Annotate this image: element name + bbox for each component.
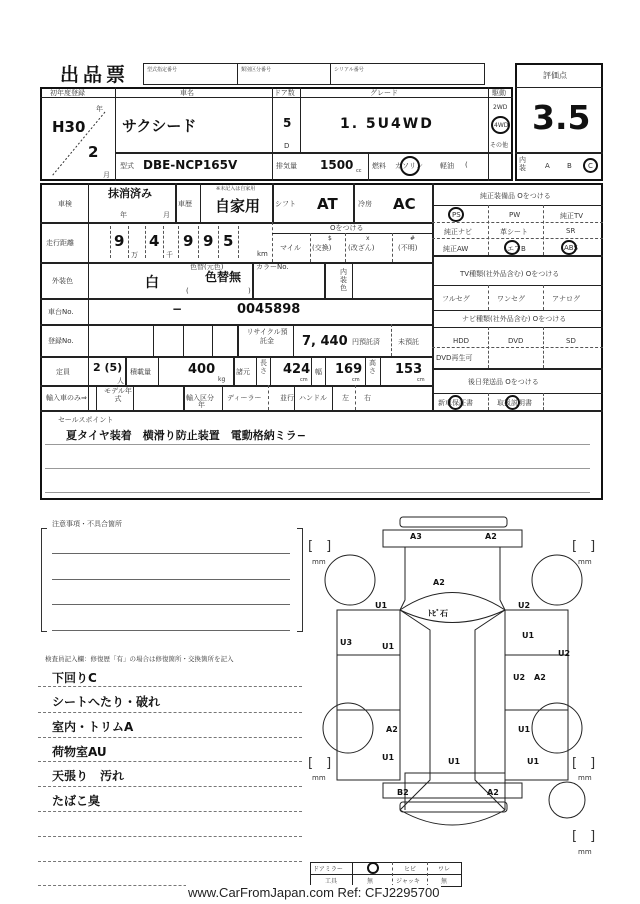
history-label: 車歴 bbox=[178, 200, 192, 208]
label-u1: U1 bbox=[522, 631, 535, 640]
shift-label: シフト bbox=[275, 200, 296, 208]
color-no-label: カラーNo. bbox=[256, 263, 289, 271]
navi-sd: SD bbox=[566, 337, 576, 345]
displacement-unit: cc bbox=[356, 168, 362, 174]
grade: 1. 5U4WD bbox=[340, 116, 434, 132]
mileage-mark-label: Oをつける bbox=[330, 224, 364, 232]
category-label: 類別区分番号 bbox=[241, 67, 272, 73]
score-label: 評価点 bbox=[543, 71, 567, 80]
sales-point-text: 夏タイヤ装着 横滑り防止装置 電動格納ミラ− bbox=[66, 429, 306, 442]
import-dealer: ディーラー bbox=[227, 394, 262, 402]
abs-circle bbox=[561, 240, 577, 255]
score-value: 3.5 bbox=[532, 98, 591, 137]
recycle-label: リサイクル預託金 bbox=[246, 328, 288, 345]
displacement: 1500 bbox=[320, 158, 354, 172]
model-year-label: モデル年式 bbox=[104, 387, 132, 403]
inspector-line-3: 室内・トリムA bbox=[52, 720, 134, 734]
interior-color-label: 内装色 bbox=[340, 268, 347, 292]
displacement-label: 排気量 bbox=[276, 162, 297, 170]
equip-leather: 革シート bbox=[500, 228, 528, 236]
sales-point-label: セールスポイント bbox=[58, 416, 114, 424]
airbag-circle bbox=[504, 240, 520, 255]
mileage-digit-3: 9 bbox=[183, 232, 194, 250]
type-designation-label: 型式指定番号 bbox=[147, 67, 178, 73]
mileage-digit-2: 4 bbox=[149, 232, 160, 250]
grade-label: グレード bbox=[370, 89, 398, 97]
interior-c: C bbox=[588, 162, 593, 170]
label-u1: U1 bbox=[375, 601, 388, 610]
height: 153 bbox=[395, 362, 423, 377]
label-chip: ﾄﾋﾞ石 bbox=[428, 609, 448, 618]
shift-value: AT bbox=[317, 195, 338, 213]
front-bumper-strip bbox=[400, 517, 507, 527]
tread-bracket-fl: [ ] bbox=[308, 539, 332, 554]
equip-tv: 純正TV bbox=[560, 212, 584, 220]
tread-bracket-rl: [ ] bbox=[308, 756, 332, 771]
watermark: www.CarFromJapan.com Ref: CFJ2295700 bbox=[188, 885, 440, 900]
drive-other: その他 bbox=[490, 142, 509, 149]
mileage-mile: マイル bbox=[280, 244, 301, 252]
tv-oneseg: ワンセグ bbox=[497, 295, 525, 303]
mileage-unknown: (不明) bbox=[398, 244, 418, 252]
chassis-label: 車台No. bbox=[48, 308, 74, 316]
height-unit: cm bbox=[417, 377, 425, 383]
width: 169 bbox=[335, 362, 363, 377]
tread-bracket-fr: [ ] bbox=[572, 539, 596, 554]
name-label: 車名 bbox=[180, 89, 194, 97]
inspector-line-4: 荷物室AU bbox=[52, 745, 107, 759]
tread-mm-fl: mm bbox=[312, 558, 326, 566]
mileage-km-unit: km bbox=[257, 250, 268, 258]
car-name: サクシード bbox=[122, 117, 197, 135]
equip-abs: ABS bbox=[564, 244, 578, 252]
drive-label: 駆動 bbox=[492, 89, 506, 97]
door-mirror-circle bbox=[367, 862, 379, 874]
spare-tire bbox=[549, 782, 585, 818]
shaken-label: 車検 bbox=[58, 200, 72, 208]
drive-4wd: 4WD bbox=[494, 122, 509, 129]
registration-label: 登録No. bbox=[48, 337, 74, 345]
fuel-other: ( bbox=[465, 161, 468, 169]
model-year-unit: 年 bbox=[198, 401, 205, 409]
exchange-symbol: $ bbox=[328, 235, 332, 242]
mileage-digit-5: 5 bbox=[223, 232, 234, 250]
inspector-label: 検査員記入欄：修復歴「有」の場合は修復箇所・交換箇所を記入 bbox=[45, 655, 234, 663]
navi-header: ナビ種類(社外品含む) Oをつける bbox=[462, 315, 567, 323]
load-label: 積載量 bbox=[130, 368, 151, 376]
caution-label: 注意事項・不具合箇所 bbox=[52, 520, 122, 528]
length-unit: cm bbox=[300, 377, 308, 383]
later-manual: 取扱説明書 bbox=[497, 399, 532, 407]
tread-mm-rl: mm bbox=[312, 774, 326, 782]
windshield bbox=[400, 593, 505, 623]
model-label: 型式 bbox=[120, 162, 134, 170]
label-u1: U1 bbox=[527, 757, 540, 766]
equipment-header: 純正装備品 Oをつける bbox=[480, 192, 551, 200]
tread-mm-fr: mm bbox=[578, 558, 592, 566]
tv-analog: アナログ bbox=[552, 295, 580, 303]
dvd-playable: DVD再生可 bbox=[436, 354, 473, 362]
unknown-symbol: # bbox=[410, 235, 416, 242]
handle-label: ハンドル bbox=[299, 394, 327, 402]
recolor-label: 色替(元色) bbox=[190, 263, 224, 271]
label-b2: B2 bbox=[397, 788, 409, 797]
interior-b: B bbox=[567, 162, 572, 170]
doors: 5 bbox=[283, 116, 292, 130]
fuel-label: 燃料 bbox=[372, 162, 386, 170]
load-unit: kg bbox=[218, 376, 226, 383]
equip-sr: SR bbox=[566, 227, 576, 235]
length: 424 bbox=[283, 362, 311, 377]
import-type-label: 輸入区分 bbox=[186, 394, 214, 402]
shaken-year-unit: 年 bbox=[120, 211, 127, 219]
width-unit: cm bbox=[352, 377, 360, 383]
altered-symbol: x bbox=[366, 235, 370, 242]
chassis-dash: − bbox=[172, 302, 183, 316]
later-shipment-header: 後日発送品 Oをつける bbox=[468, 378, 539, 386]
manual-circle bbox=[505, 395, 520, 410]
drive-selected-circle bbox=[491, 116, 510, 134]
serial-label: シリアル番号 bbox=[334, 67, 364, 73]
chassis-number: 0045898 bbox=[237, 302, 301, 317]
fuel-diesel: 軽油 bbox=[440, 162, 454, 170]
date-slash bbox=[50, 110, 110, 178]
serial-box bbox=[143, 63, 485, 85]
interior-label: 内装 bbox=[519, 156, 526, 172]
tools-label: 工具 bbox=[325, 878, 338, 885]
history-note: ※未記入は自家用 bbox=[216, 186, 256, 192]
drive-2wd: 2WD bbox=[493, 104, 508, 111]
height-label: 高さ bbox=[369, 359, 376, 375]
navi-hdd: HDD bbox=[453, 337, 470, 345]
front-bumper bbox=[383, 530, 522, 547]
right-side bbox=[505, 610, 571, 780]
equip-pw: PW bbox=[509, 211, 521, 219]
equip-ps: PS bbox=[452, 211, 461, 219]
load: 400 bbox=[188, 362, 216, 377]
car-damage-diagram bbox=[300, 510, 620, 860]
shaken-value: 抹消済み bbox=[108, 187, 152, 200]
label-a2: A2 bbox=[485, 532, 497, 541]
exterior-label: 外装色 bbox=[52, 277, 73, 285]
jack-value: 無 bbox=[441, 878, 448, 885]
jack-label: ジャッキ bbox=[396, 878, 420, 885]
mileage-digit-4: 9 bbox=[203, 232, 214, 250]
ac-value: AC bbox=[393, 195, 416, 213]
label-a2: A2 bbox=[386, 725, 398, 734]
label-a2: A2 bbox=[433, 578, 445, 587]
label-a2: A2 bbox=[487, 788, 499, 797]
year-unit: 年 bbox=[96, 105, 103, 113]
tread-mm-rr: mm bbox=[578, 774, 592, 782]
capacity-unit: 人 bbox=[117, 377, 124, 385]
capacity: 2 (5) bbox=[93, 361, 123, 374]
shaken-month-unit: 月 bbox=[163, 211, 170, 219]
label-u1: U1 bbox=[448, 757, 461, 766]
tread-bracket-spare: [ ] bbox=[572, 829, 596, 844]
capacity-label: 定員 bbox=[56, 368, 70, 376]
inspector-line-1: 下回りC bbox=[52, 671, 97, 685]
inspector-line-6: たばこ臭 bbox=[52, 794, 101, 808]
import-parallel: 並行 bbox=[280, 394, 294, 402]
equip-navi: 純正ナビ bbox=[444, 228, 472, 236]
mileage-man-unit: 万 bbox=[131, 251, 138, 259]
label-u1: U1 bbox=[382, 642, 395, 651]
width-label: 幅 bbox=[315, 368, 322, 376]
mileage-label: 走行距離 bbox=[46, 239, 74, 247]
recolor-value: 色替無 bbox=[205, 270, 242, 284]
equip-airbag: エアB bbox=[507, 245, 526, 253]
length-label: 長さ bbox=[260, 359, 267, 375]
warranty-circle bbox=[448, 395, 463, 410]
navi-dvd: DVD bbox=[508, 337, 524, 345]
interior-selected-circle bbox=[583, 158, 598, 173]
front-right-tire bbox=[532, 555, 582, 605]
model: DBE-NCP165V bbox=[143, 158, 238, 172]
mileage-exchange: (交換) bbox=[312, 244, 332, 252]
month-unit: 月 bbox=[103, 171, 110, 179]
label-u3: U3 bbox=[340, 638, 353, 647]
fuel-selected-circle bbox=[400, 156, 420, 176]
tread-bracket-rr: [ ] bbox=[572, 756, 596, 771]
handle-right: 右 bbox=[364, 394, 371, 402]
mileage-sen-unit: 千 bbox=[166, 251, 173, 259]
inspector-line-2: シートへたり・破れ bbox=[52, 695, 161, 709]
first-reg-year: H30 bbox=[52, 118, 86, 136]
later-warranty: 新車保証書 bbox=[438, 399, 473, 407]
recycle-paid: 円預託済 bbox=[352, 338, 380, 346]
handle-left: 左 bbox=[342, 394, 349, 402]
doors-label: ドア数 bbox=[274, 89, 295, 97]
sheet-title: 出品票 bbox=[60, 64, 130, 86]
rear-bumper-strip bbox=[400, 802, 507, 812]
cabin bbox=[400, 610, 505, 810]
tools-value: 無 bbox=[367, 878, 374, 885]
recolor-paren-close: ) bbox=[248, 287, 251, 295]
front-left-tire bbox=[325, 555, 375, 605]
doors-unit: D bbox=[284, 142, 290, 150]
tv-fullseg: フルセグ bbox=[442, 295, 470, 303]
first-reg-month: 2 bbox=[88, 143, 99, 161]
exterior-value: 白 bbox=[145, 275, 159, 291]
mirror-break: ワレ bbox=[438, 866, 451, 873]
spec-label: 諸元 bbox=[236, 368, 250, 376]
label-a2: A2 bbox=[534, 673, 546, 682]
label-u1: U1 bbox=[518, 725, 531, 734]
tread-mm-spare: mm bbox=[578, 848, 592, 856]
recycle-unpaid: 未預託 bbox=[398, 338, 419, 346]
first-reg-label: 初年度登録 bbox=[50, 89, 85, 97]
fuel-gasoline: ガソリン bbox=[395, 162, 423, 170]
interior-a: A bbox=[545, 162, 550, 170]
inspector-line-5: 天張り 汚れ bbox=[52, 769, 125, 783]
mileage-altered: (改ざん) bbox=[348, 244, 375, 252]
mileage-digit-1: 9 bbox=[114, 232, 125, 250]
ps-circle bbox=[448, 207, 464, 222]
mirror-crack: ヒビ bbox=[404, 866, 417, 873]
tv-header: TV種類(社外品含む) Oをつける bbox=[460, 270, 560, 278]
caution-bracket-left bbox=[41, 528, 47, 632]
door-mirror-label: ドアミラー bbox=[313, 866, 343, 873]
label-u2: U2 bbox=[513, 673, 526, 682]
label-u2: U2 bbox=[518, 601, 531, 610]
label-a3: A3 bbox=[410, 532, 422, 541]
recolor-paren-open: ( bbox=[186, 287, 189, 295]
ac-label: 冷房 bbox=[358, 200, 372, 208]
equip-aw: 純正AW bbox=[443, 245, 469, 253]
label-u1: U1 bbox=[382, 753, 395, 762]
recycle-amount: 7, 440 bbox=[302, 334, 348, 349]
history-value: 自家用 bbox=[215, 197, 261, 215]
label-u2: U2 bbox=[558, 649, 571, 658]
import-label: 輸入車のみ⇒ bbox=[46, 394, 87, 402]
